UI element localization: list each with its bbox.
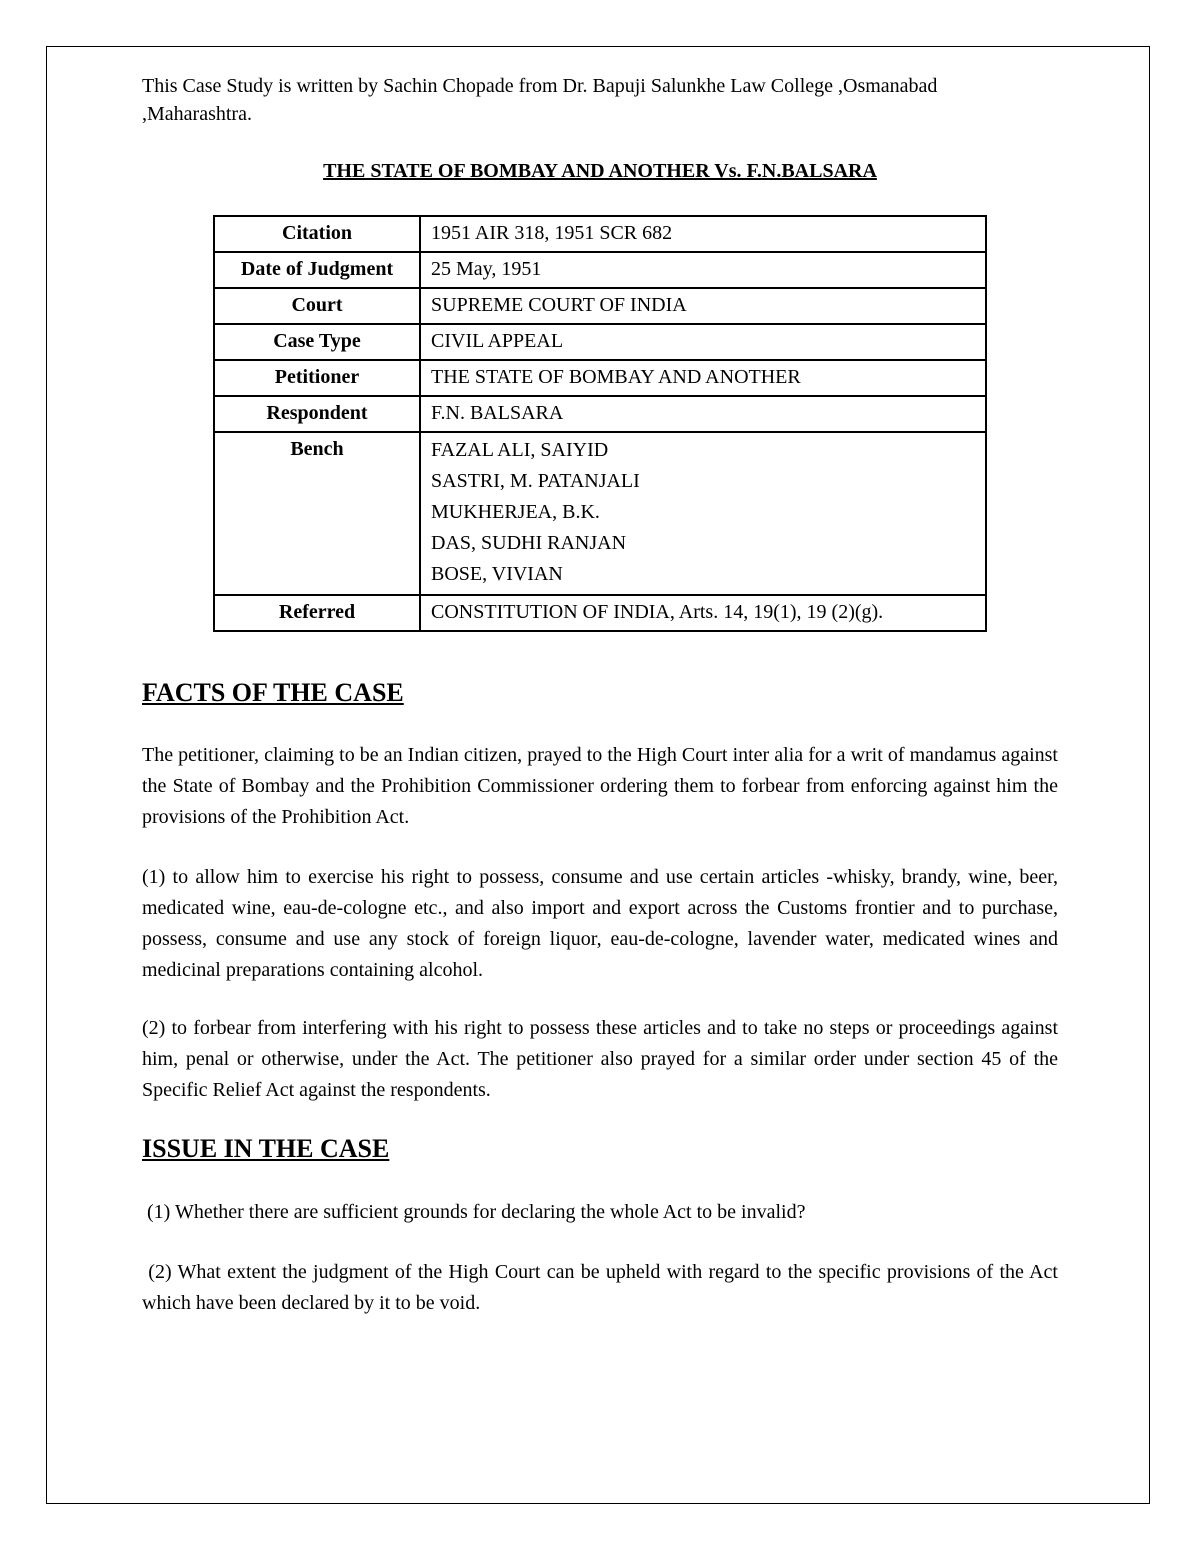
table-row [214, 360, 986, 396]
case-type-value: CIVIL APPEAL [420, 324, 986, 360]
case-type-label: Case Type [214, 324, 420, 360]
citation-label: Citation [214, 216, 420, 252]
bench-judge: FAZAL ALI, SAIYID [431, 439, 609, 461]
court-value: SUPREME COURT OF INDIA [420, 288, 986, 324]
table-row [214, 288, 986, 324]
referred-label: Referred [214, 595, 420, 631]
bench-judge: SASTRI, M. PATANJALI [431, 470, 640, 492]
facts-heading: FACTS OF THE CASE [142, 678, 404, 707]
bench-value [420, 432, 986, 595]
table-row [214, 252, 986, 288]
intro-text: This Case Study is written by Sachin Chopade from Dr. Bapuji Salunkhe Law College ,Osmanabad ,Maharashtra. [142, 75, 938, 125]
facts-paragraph: (2) to forbear from interfering with his right to possess these articles and to take no steps or proceedings against him, penal or otherwise, under the Act. The petitioner also prayed for a similar order under section 45 of the Specific Relief Act against the respondents. [142, 1017, 1058, 1101]
petitioner-label: Petitioner [214, 360, 420, 396]
bench-label: Bench [214, 432, 420, 595]
bench-judge: DAS, SUDHI RANJAN [431, 532, 627, 554]
facts-paragraph: The petitioner, claiming to be an Indian citizen, prayed to the High Court inter alia for a writ of mandamus against the State of Bombay and the Prohibition Commissioner ordering them to forbear from enforcing against him the provisions of the Prohibition Act. [142, 744, 1058, 828]
case-info-table [213, 215, 987, 632]
table-row [214, 432, 986, 595]
case-title: THE STATE OF BOMBAY AND ANOTHER Vs. F.N.BALSARA [323, 160, 877, 182]
facts-paragraph: (1) to allow him to exercise his right to possess, consume and use certain articles -whisky, brandy, wine, beer, medicated wine, eau-de-cologne etc., and also import and export across the Customs frontier and to purchase, possess, consume and use any stock of foreign liquor, eau-de-cologne, lavender water, medicated wines and medicinal preparations containing alcohol. [142, 866, 1058, 981]
table-row [214, 595, 986, 631]
petitioner-value: THE STATE OF BOMBAY AND ANOTHER [420, 360, 986, 396]
citation-value: 1951 AIR 318, 1951 SCR 682 [420, 216, 986, 252]
issue-paragraph: (2) What extent the judgment of the High Court can be upheld with regard to the specific provisions of the Act which have been declared by it to be void. [142, 1261, 1063, 1314]
table-row [214, 396, 986, 432]
respondent-value: F.N. BALSARA [420, 396, 986, 432]
bench-judge: MUKHERJEA, B.K. [431, 501, 600, 523]
court-label: Court [214, 288, 420, 324]
referred-value: CONSTITUTION OF INDIA, Arts. 14, 19(1), 19 (2)(g). [420, 595, 986, 631]
table-row [214, 324, 986, 360]
respondent-label: Respondent [214, 396, 420, 432]
bench-judge: BOSE, VIVIAN [431, 563, 563, 585]
table-row [214, 216, 986, 252]
issue-paragraph: (1) Whether there are sufficient grounds for declaring the whole Act to be invalid? [142, 1201, 806, 1223]
issue-heading: ISSUE IN THE CASE [142, 1134, 390, 1163]
date-value: 25 May, 1951 [420, 252, 986, 288]
date-label: Date of Judgment [214, 252, 420, 288]
